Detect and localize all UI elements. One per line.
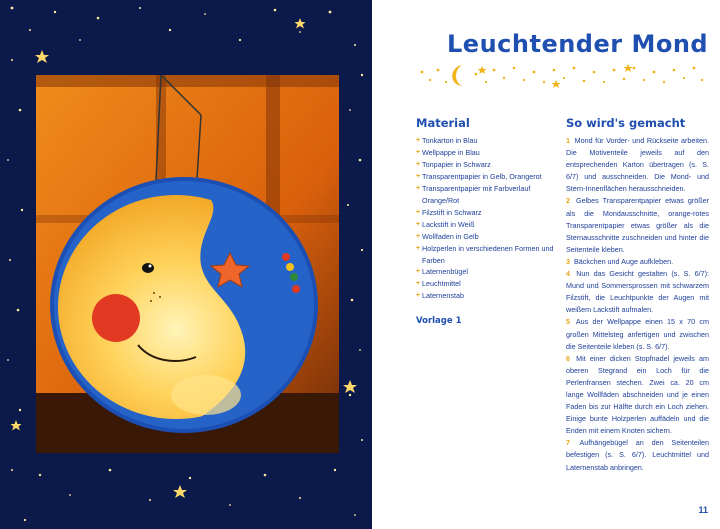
instruction-step xyxy=(566,256,709,268)
instructions-list xyxy=(566,135,709,474)
list-item: + Tonpapier in Schwarz xyxy=(416,159,556,171)
step-number: 1 xyxy=(566,136,570,145)
instruction-step xyxy=(566,268,709,316)
template-reference: Vorlage 1 xyxy=(416,316,462,327)
moon-and-stars-divider xyxy=(416,62,706,90)
page-number: 11 xyxy=(698,505,708,515)
list-item: + Tonkarton in Blau xyxy=(416,135,556,147)
instruction-step xyxy=(566,195,709,255)
list-item: + Lackstift in Weiß xyxy=(416,219,556,231)
instruction-step xyxy=(566,437,709,473)
right-page xyxy=(372,0,720,529)
step-text: Nun das Gesicht gestalten (s. S. 6/7): Mund und Sommersprossen mit schwarzem Filzstift, die Leuchtpunkte der Augen mit weißem Lackstift aufmalen. xyxy=(566,269,709,315)
material-list xyxy=(416,135,556,302)
lantern-photo xyxy=(36,75,339,453)
list-item: + Wollfaden in Gelb xyxy=(416,231,556,243)
list-item: + Transparentpapier in Gelb, Orangerot xyxy=(416,171,556,183)
page-title: Leuchtender Mond xyxy=(447,30,709,58)
step-number: 2 xyxy=(566,196,570,206)
step-number: 3 xyxy=(566,256,570,266)
step-text: Mond für Vorder- und Rückseite arbeiten. Die Motiventeile jeweils auf den entsprechenden Karton übertragen (s. S. 6/7) und ausschneiden. Die Mond- und Stern-Innenflächen herausschneiden. xyxy=(566,136,709,194)
instructions-heading: So wird's gemacht xyxy=(566,116,686,130)
list-item: + Leuchtmittel xyxy=(416,278,556,290)
instruction-step xyxy=(566,316,709,352)
instructions-section xyxy=(566,116,709,474)
step-number: 4 xyxy=(566,269,570,279)
list-item: + Holzperlen in verschiedenen Formen und Farben xyxy=(416,243,556,267)
material-section xyxy=(416,116,556,326)
step-number: 7 xyxy=(566,438,570,448)
step-text: Aus der Wellpappe einen 15 x 70 cm großen Mittelsteg anfertigen und zwischen die Seitenteile kleben (s. S. 6/7). xyxy=(566,317,709,351)
list-item: + Wellpappe in Blau xyxy=(416,147,556,159)
step-number: 6 xyxy=(566,353,570,363)
list-item: + Laternenstab xyxy=(416,290,556,302)
list-item: + Transparentpapier mit Farbverlauf Orange/Rot xyxy=(416,183,556,207)
step-text: Bäckchen und Auge aufkleben. xyxy=(574,256,674,266)
step-text: Gelbes Transparentpapier etwas größer als die Mondausschnitte, orange-rotes Transparentpapier etwas größer als die Sternausschnitte zuschneiden und hinter die Seitenteile kleben. xyxy=(566,196,710,254)
step-text: Aufhängebügel an den Seitenteilen befestigen (s. S. 6/7). Leuchtmittel und Laternenstab anbringen. xyxy=(566,438,709,472)
instruction-step xyxy=(566,135,709,195)
material-heading: Material xyxy=(416,116,470,130)
instruction-step xyxy=(566,353,709,438)
list-item: + Laternenbügel xyxy=(416,266,556,278)
step-text: Mit einer dicken Stopfnadel jeweils am oberen Stegrand ein Loch für die Perlenfransen stechen. Zwei ca. 20 cm lange Wollfäden abschneiden und je einen Faden bis zur Hälfte durch ein Loch ziehen. Einige bunte Holzperlen auffädeln und die Enden mit einem Knoten sichern. xyxy=(566,353,709,436)
list-item: + Filzstift in Schwarz xyxy=(416,207,556,219)
step-number: 5 xyxy=(566,317,570,327)
